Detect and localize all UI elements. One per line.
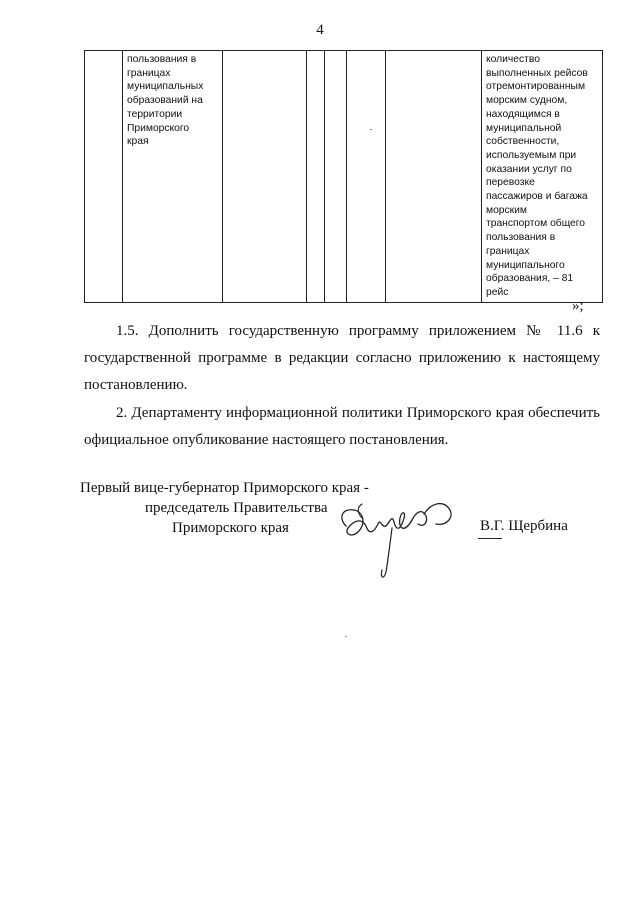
table-cell-empty [386,51,482,303]
paragraph-1-5: 1.5. Дополнить государственную программу приложением № 11.6 к государственной программе в редакции согласно приложению к настоящему постановлению. [84,323,600,393]
table-cell-empty [307,51,325,303]
indicator-text: количество выполненных рейсов отремонтированным морским судном, находящимся в муниципальной собственности, используемым при оказании услуг по перевозке пассажиров и багажа морским транспортом общего пользования в границах муниципального образования, – 81 рейс [486,54,588,298]
signatory-title-line2: председатель Правительства [145,500,328,516]
page-number: 4 [316,22,324,38]
table-cell-empty [85,51,123,303]
handwritten-signature [332,488,472,588]
table-cell-empty [223,51,307,303]
table-row [85,51,603,303]
continuation-table [84,50,603,303]
paragraph-2: 2. Департаменту информационной политики Приморского края обеспечить официальное опубликование настоящего постановления. [84,405,600,448]
table-cell-empty [347,51,386,303]
table-cell-indicator [482,51,603,303]
closing-quote: »; [572,298,584,314]
scan-speck [345,636,347,637]
signatory-title-line1: Первый вице-губернатор Приморского края - [80,480,369,496]
table-cell-area [123,51,223,303]
signature-underline [478,538,502,539]
scan-speck [370,129,372,130]
table-cell-empty [325,51,347,303]
signatory-name: В.Г. Щербина [480,518,568,534]
signatory-title-line3: Приморского края [172,520,289,536]
area-text: пользования в границах муниципальных образований на территории Приморского края [127,54,204,148]
